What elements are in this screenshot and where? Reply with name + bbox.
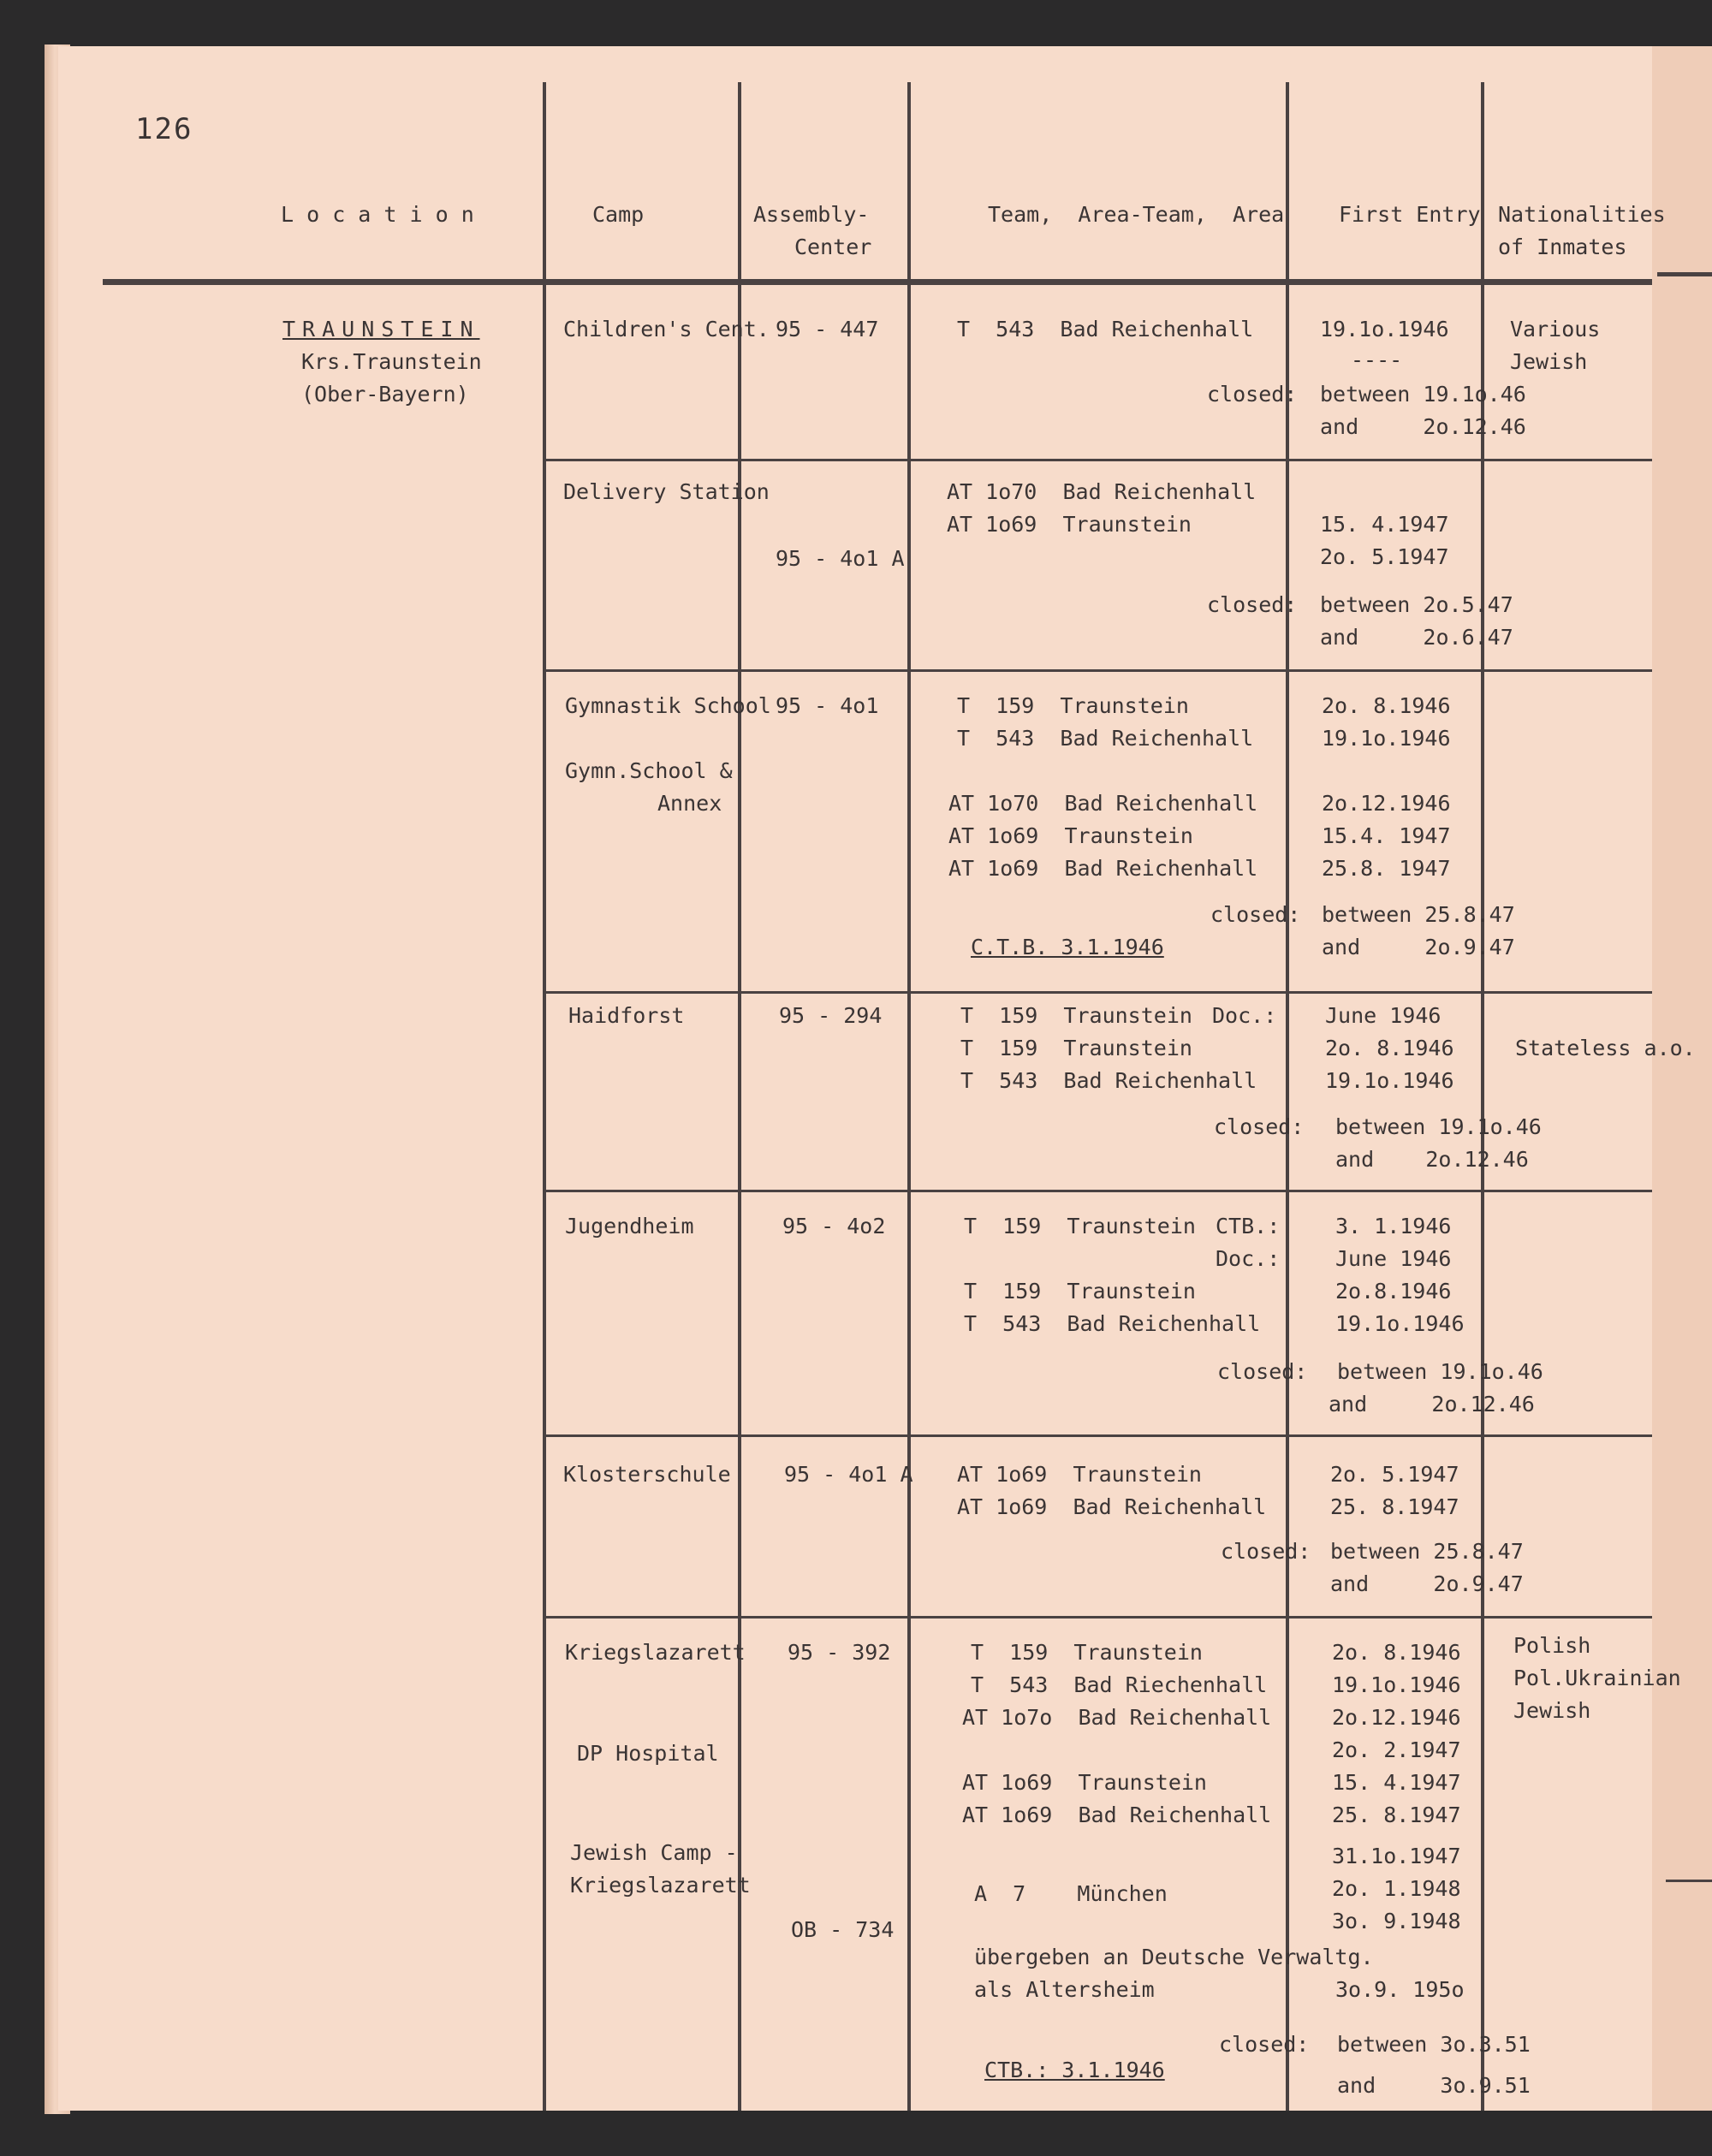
- closed-and: and 2o.6.47: [1320, 625, 1513, 650]
- closed-and: and 2o.12.46: [1329, 1392, 1535, 1417]
- closed-label: closed:: [1207, 382, 1298, 407]
- entry-date: 2o. 8.1946: [1325, 1036, 1454, 1060]
- closed-between: between 19.1o.46: [1335, 1114, 1542, 1139]
- entry-date: 2o. 5.1947: [1320, 544, 1449, 569]
- entry-date: June 1946: [1325, 1003, 1442, 1028]
- team-entry: AT 1o69 Bad Reichenhall: [948, 856, 1258, 881]
- closed-label: closed:: [1219, 2032, 1310, 2057]
- row-separator: [543, 991, 1652, 994]
- header-nationalities-line2: of Inmates: [1498, 235, 1627, 259]
- page-number: 126: [135, 112, 193, 146]
- assembly-center: 95 - 447: [776, 317, 879, 342]
- column-line: [738, 82, 741, 2111]
- closed-between: between 2o.5.47: [1320, 592, 1513, 617]
- doc-label: Doc.:: [1212, 1003, 1277, 1028]
- location-name: TRAUNSTEIN: [282, 317, 480, 342]
- team-entry: AT 1o70 Bad Reichenhall: [947, 479, 1257, 504]
- entry-date: 15.4. 1947: [1322, 823, 1451, 848]
- camp-name: Delivery Station: [563, 479, 770, 504]
- assembly-center: 95 - 4o1 A: [784, 1462, 913, 1487]
- team-entry: T 159 Traunstein: [957, 693, 1189, 718]
- doc-label: Doc.:: [1216, 1246, 1281, 1271]
- team-entry: T 543 Bad Riechenhall: [971, 1672, 1268, 1697]
- row-separator: [543, 1434, 1652, 1437]
- entry-date: 19.1o.1946: [1322, 726, 1451, 751]
- header-nationalities-line1: Nationalities: [1498, 202, 1666, 227]
- closed-and: and 2o.12.46: [1320, 414, 1526, 439]
- column-line: [543, 82, 546, 2111]
- team-entry: T 543 Bad Reichenhall: [957, 726, 1254, 751]
- camp-name: Kriegslazarett: [570, 1873, 751, 1898]
- closed-and: and 2o.9.47: [1322, 935, 1515, 959]
- camp-name: Gymnastik School: [565, 693, 771, 718]
- entry-date: 19.1o.1946: [1332, 1672, 1461, 1697]
- team-entry: AT 1o69 Bad Reichenhall: [962, 1803, 1272, 1827]
- nationality: Stateless a.o.: [1515, 1036, 1696, 1060]
- closed-between: between 19.1o.46: [1337, 1359, 1543, 1384]
- camp-name: Jugendheim: [565, 1214, 694, 1238]
- assembly-center: OB - 734: [791, 1917, 895, 1942]
- entry-date: 25. 8.1947: [1330, 1494, 1459, 1519]
- entry-date: June 1946: [1335, 1246, 1452, 1271]
- camp-name: Gymn.School &: [565, 758, 733, 783]
- closed-and: and 2o.9.47: [1330, 1571, 1524, 1596]
- camp-name: Children's Cent.: [563, 317, 770, 342]
- ctb-label: CTB.:: [1216, 1214, 1281, 1238]
- column-line: [907, 82, 911, 2111]
- entry-date: 2o. 1.1948: [1332, 1876, 1461, 1901]
- closed-label: closed:: [1214, 1114, 1305, 1139]
- entry-date: 25. 8.1947: [1332, 1803, 1461, 1827]
- entry-date: 25.8. 1947: [1322, 856, 1451, 881]
- team-entry: T 543 Bad Reichenhall: [957, 317, 1254, 342]
- nationality: Various: [1510, 317, 1601, 342]
- team-entry: AT 1o69 Traunstein: [947, 512, 1192, 537]
- header-assembly-line1: Assembly-: [753, 202, 870, 227]
- closed-between: between 25.8.47: [1322, 902, 1515, 927]
- closed-label: closed:: [1221, 1539, 1311, 1564]
- ctb-date: C.T.B. 3.1.1946: [971, 935, 1164, 959]
- header-camp: Camp: [592, 202, 645, 227]
- closed-between: between 3o.3.51: [1337, 2032, 1531, 2057]
- next-page-rule: [1657, 272, 1712, 276]
- camp-name: Haidforst: [568, 1003, 685, 1028]
- team-entry: T 159 Traunstein: [971, 1640, 1203, 1665]
- entry-date: 19.1o.1946: [1320, 317, 1449, 342]
- entry-date: 2o.12.1946: [1322, 791, 1451, 816]
- entry-date: 3. 1.1946: [1335, 1214, 1452, 1238]
- entry-date: 2o. 8.1946: [1322, 693, 1451, 718]
- closed-and: and 2o.12.46: [1335, 1147, 1529, 1172]
- header-location: L o c a t i o n: [281, 202, 474, 227]
- entry-date: 15. 4.1947: [1320, 512, 1449, 537]
- entry-date: 2o.12.1946: [1332, 1705, 1461, 1730]
- header-first-entry: First Entry: [1339, 202, 1481, 227]
- entry-date: 3o.9. 195o: [1335, 1977, 1465, 2002]
- closed-between: between 25.8.47: [1330, 1539, 1524, 1564]
- closed-label: closed:: [1210, 902, 1301, 927]
- entry-date: 2o. 2.1947: [1332, 1737, 1461, 1762]
- assembly-center: 95 - 4o1 A: [776, 546, 905, 571]
- assembly-center: 95 - 4o1: [776, 693, 879, 718]
- team-entry: T 159 Traunstein: [960, 1003, 1192, 1028]
- entry-date: 19.1o.1946: [1335, 1311, 1465, 1336]
- row-separator: [543, 1190, 1652, 1192]
- assembly-center: 95 - 294: [779, 1003, 883, 1028]
- assembly-center: 95 - 4o2: [782, 1214, 886, 1238]
- assembly-center: 95 - 392: [788, 1640, 891, 1665]
- camp-name: Kriegslazarett: [565, 1640, 746, 1665]
- nationality: Pol.Ukrainian: [1513, 1666, 1681, 1690]
- closed-label: closed:: [1207, 592, 1298, 617]
- team-entry: AT 1o69 Traunstein: [962, 1770, 1207, 1795]
- closed-label: closed:: [1217, 1359, 1308, 1384]
- ctb-date: CTB.: 3.1.1946: [984, 2058, 1165, 2082]
- entry-date: 2o. 8.1946: [1332, 1640, 1461, 1665]
- entry-dashes: ----: [1351, 347, 1403, 372]
- closed-between: between 19.1o.46: [1320, 382, 1526, 407]
- entry-date: 2o.8.1946: [1335, 1279, 1452, 1304]
- header-rule: [103, 279, 1652, 285]
- nationality: Jewish: [1513, 1698, 1591, 1723]
- nationality: Polish: [1513, 1633, 1591, 1658]
- camp-name: DP Hospital: [577, 1741, 719, 1766]
- closed-and: and 3o.9.51: [1337, 2073, 1531, 2098]
- team-entry: A 7 München: [974, 1881, 1168, 1906]
- entry-date: 2o. 5.1947: [1330, 1462, 1459, 1487]
- team-entry: AT 1o69 Bad Reichenhall: [957, 1494, 1267, 1519]
- entry-date: 15. 4.1947: [1332, 1770, 1461, 1795]
- row-separator: [543, 1616, 1652, 1618]
- team-entry: T 159 Traunstein: [964, 1214, 1196, 1238]
- team-entry: T 159 Traunstein: [960, 1036, 1192, 1060]
- team-entry: übergeben an Deutsche Verwaltg.: [974, 1945, 1374, 1969]
- location-region: (Ober-Bayern): [301, 382, 469, 407]
- team-entry: AT 1o7o Bad Reichenhall: [962, 1705, 1272, 1730]
- next-page-edge: [1652, 46, 1712, 2111]
- team-entry: T 159 Traunstein: [964, 1279, 1196, 1304]
- team-entry: AT 1o70 Bad Reichenhall: [948, 791, 1258, 816]
- row-separator: [543, 459, 1652, 461]
- header-assembly-line2: Center: [794, 235, 872, 259]
- team-entry: T 543 Bad Reichenhall: [964, 1311, 1261, 1336]
- nationality: Jewish: [1510, 349, 1588, 374]
- next-page-rule: [1666, 1880, 1712, 1882]
- team-entry: als Altersheim: [974, 1977, 1155, 2002]
- team-entry: T 543 Bad Reichenhall: [960, 1068, 1257, 1093]
- camp-name: Klosterschule: [563, 1462, 731, 1487]
- entry-date: 3o. 9.1948: [1332, 1909, 1461, 1933]
- header-team: Team, Area-Team, Area: [988, 202, 1285, 227]
- entry-date: 31.1o.1947: [1332, 1844, 1461, 1868]
- location-district: Krs.Traunstein: [301, 349, 482, 374]
- entry-date: 19.1o.1946: [1325, 1068, 1454, 1093]
- team-entry: AT 1o69 Traunstein: [948, 823, 1193, 848]
- row-separator: [543, 669, 1652, 672]
- camp-name: Annex: [657, 791, 722, 816]
- team-entry: AT 1o69 Traunstein: [957, 1462, 1202, 1487]
- camp-name: Jewish Camp -: [570, 1840, 738, 1865]
